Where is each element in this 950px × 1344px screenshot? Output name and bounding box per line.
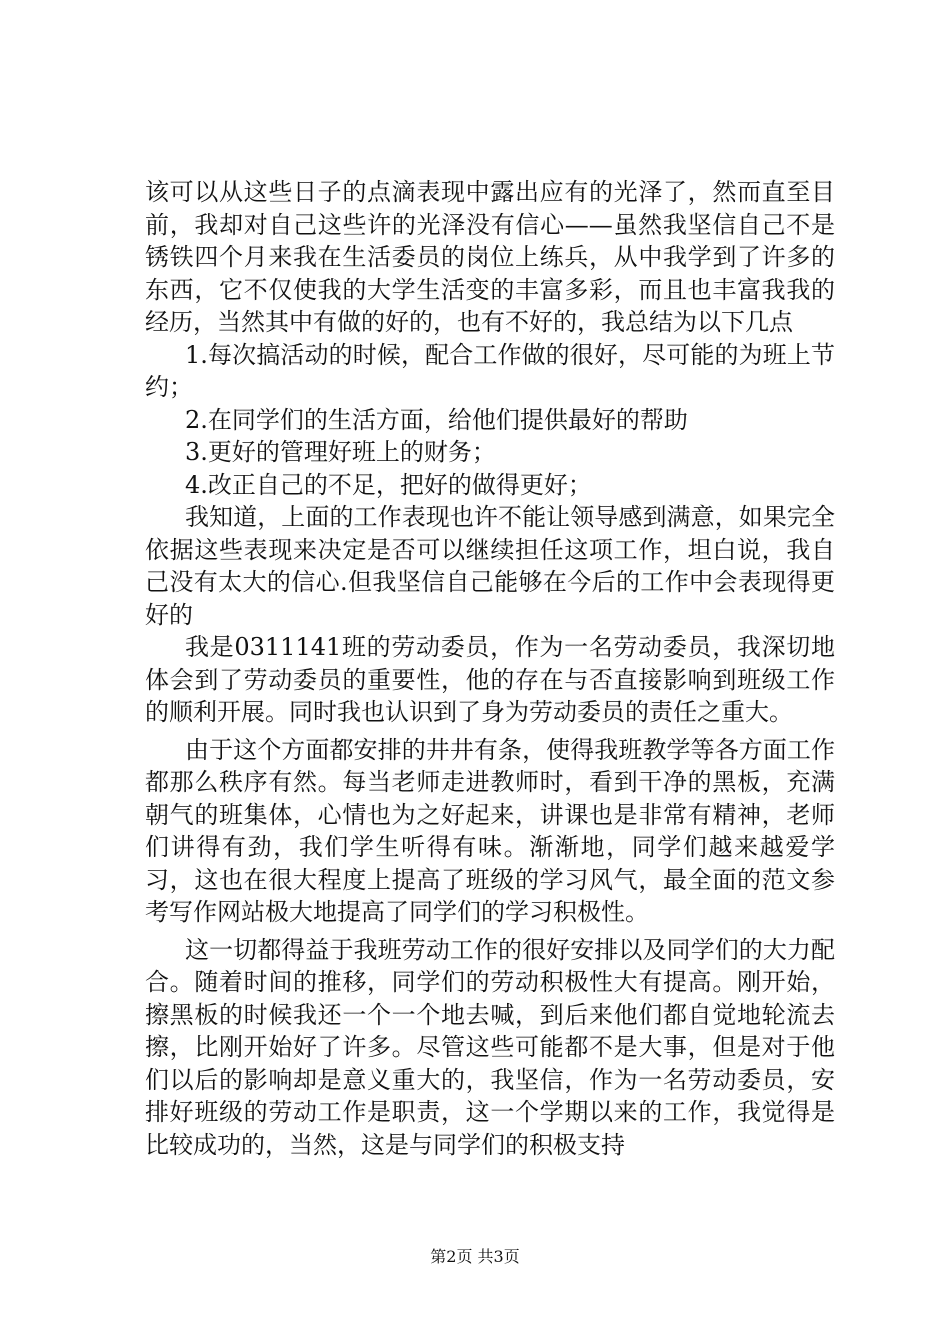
paragraph-class-order: 由于这个方面都安排的井井有条，使得我班教学等各方面工作都那么秩序有然。每当老师走进教师时，看到干净的黑板，充满朝气的班集体，心情也为之好起来，讲课也是非常有精神，老师们讲得有劲，我们学生听得有味。渐渐地，同学们越来越爱学习，这也在很大程度上提高了班级的学习风气，最全面的范文参考写作网站极大地提高了同学们的学习积极性。 xyxy=(145,735,835,926)
list-item-2: 2.在同学们的生活方面，给他们提供最好的帮助 xyxy=(185,405,688,434)
paragraph-conclusion: 这一切都得益于我班劳动工作的很好安排以及同学们的大力配合。随着时间的推移，同学们的劳动积极性大有提高。刚开始，擦黑板的时候我还一个一个地去喊，到后来他们都自觉地轮流去擦，比刚开始好了许多。尽管这些可能都不是大事，但是对于他们以后的影响却是意义重大的，我坚信，作为一名劳动委员，安排好班级的劳动工作是职责，这一个学期以来的工作，我觉得是比较成功的，当然，这是与同学们的积极支持 xyxy=(145,935,835,1159)
paragraph-labor-committee: 我是0311141班的劳动委员，作为一名劳动委员，我深切地体会到了劳动委员的重要性，他的存在与否直接影响到班级工作的顺利开展。同时我也认识到了身为劳动委员的责任之重大。 xyxy=(145,633,835,726)
paragraph-self-assessment: 我知道，上面的工作表现也许不能让领导感到满意，如果完全依据这些表现来决定是否可以继续担任这项工作，坦白说，我自己没有太大的信心.但我坚信自己能够在今后的工作中会表现得更好的 xyxy=(145,503,835,629)
paragraph-continuation: 该可以从这些日子的点滴表现中露出应有的光泽了，然而直至目前，我却对自己这些许的光泽没有信心——虽然我坚信自己不是锈铁四个月来我在生活委员的岗位上练兵，从中我学到了许多的东西，它不仅使我的大学生活变的丰富多彩，而且也丰富我我的经历，当然其中有做的好的，也有不好的，我总结为以下几点 xyxy=(145,178,835,336)
list-item-3: 3.更好的管理好班上的财务； xyxy=(185,438,496,466)
document-body xyxy=(145,176,835,1161)
list-item-1: 1.每次搞活动的时候，配合工作做的很好，尽可能的为班上节约； xyxy=(145,340,835,401)
page-number-footer: 第2页 共3页 xyxy=(430,1247,520,1266)
list-item-4: 4.改正自己的不足，把好的做得更好； xyxy=(185,470,592,499)
